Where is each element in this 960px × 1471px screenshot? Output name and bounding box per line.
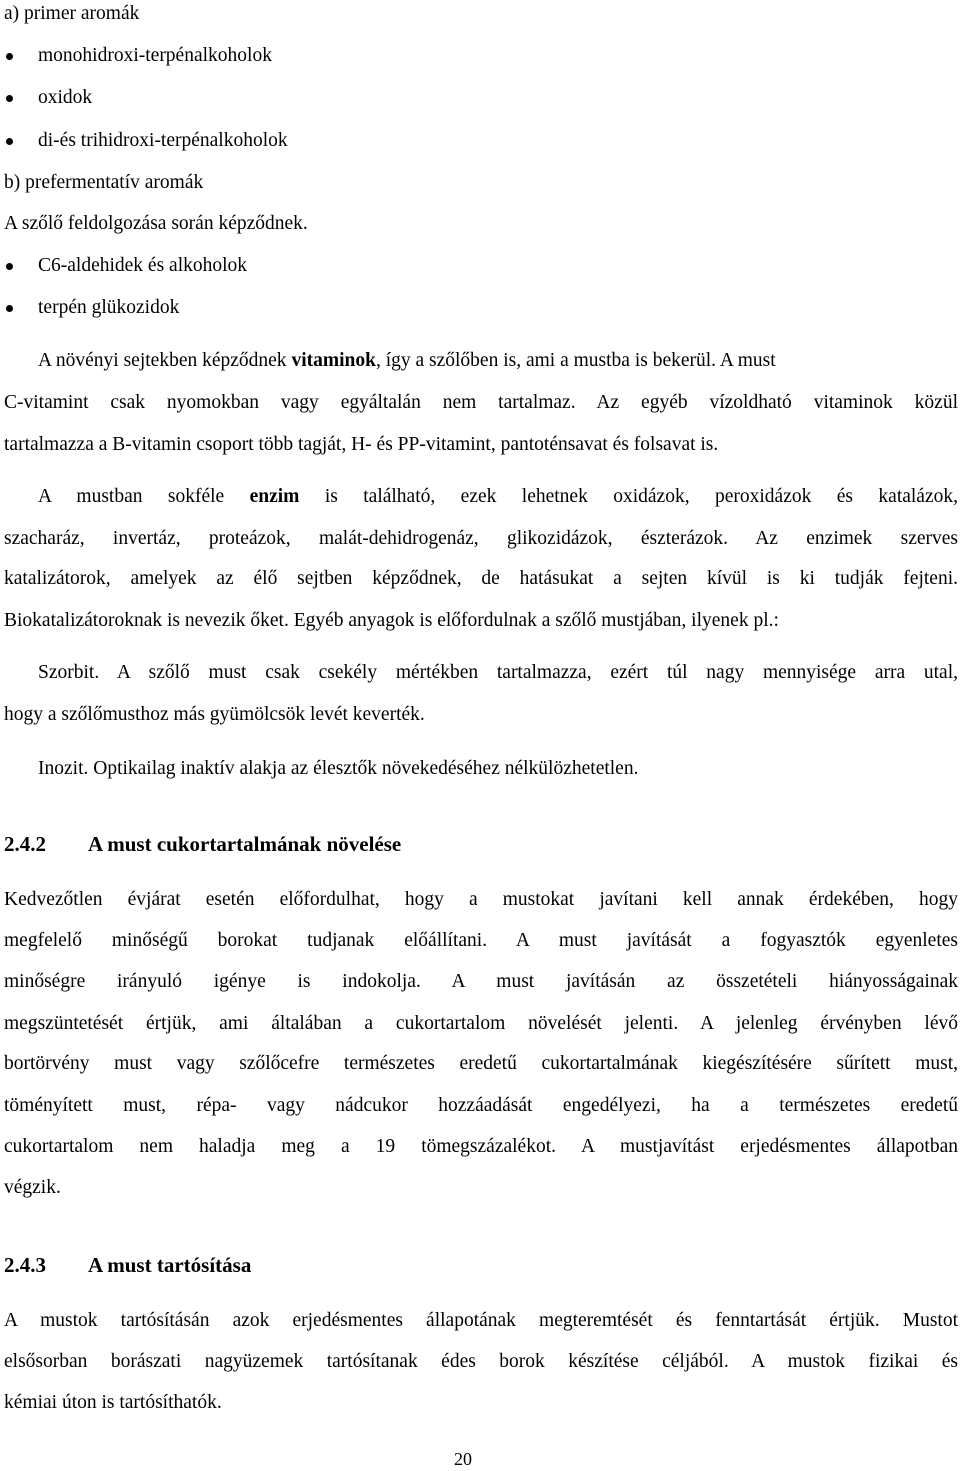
sorbit-paragraph-line-2: hogy a szőlőmusthoz más gyümölcsök levét keverték.	[4, 704, 425, 725]
bullet-icon	[6, 305, 13, 312]
section-2-4-2-line: cukortartalom nem haladja meg a 19 tömegszázalékot. A mustjavítást erjedésmentes állapotban	[4, 1136, 958, 1157]
section-number: 2.4.3	[4, 1253, 46, 1277]
section-number: 2.4.2	[4, 832, 46, 856]
enzyme-paragraph-line-4: Biokatalizátoroknak is nevezik őket. Egyéb anyagok is előfordulnak a szőlő mustjában, ilyenek pl.:	[4, 610, 779, 631]
bullet-icon	[6, 95, 13, 102]
section-2-4-2-line: végzik.	[4, 1177, 61, 1198]
list-heading-prefermentative-aromas: b) prefermentatív aromák	[4, 172, 204, 193]
bullet-icon	[6, 263, 13, 270]
section-title: A must cukortartalmának növelése	[88, 832, 402, 856]
list-item: oxidok	[38, 87, 93, 108]
section-2-4-2-line: bortörvény must vagy szőlőcefre természetes eredetű cukortartalmának kiegészítésére sűrített must,	[4, 1053, 958, 1074]
keyword-vitaminok: vitaminok	[291, 350, 376, 371]
page-number: 20	[454, 1449, 472, 1469]
section-heading-2-4-2	[4, 831, 401, 857]
vitamin-paragraph-line-1: A növényi sejtekben képződnek vitaminok, így a szőlőben is, ami a mustba is bekerül. A must	[38, 350, 776, 371]
keyword-enzim: enzim	[249, 486, 300, 507]
section-2-4-2-line: minőségre irányuló igénye is indokolja. A must javításán az összetételi hiányosságainak	[4, 971, 958, 992]
bullet-icon	[6, 53, 13, 60]
list-item: C6-aldehidek és alkoholok	[38, 255, 248, 276]
bullet-icon	[6, 138, 13, 145]
vitamin-paragraph-line-3: tartalmazza a B-vitamin csoport több tagját, H- és PP-vitamint, pantoténsavat és folsavat is.	[4, 434, 719, 455]
list-intro-text: A szőlő feldolgozása során képződnek.	[4, 213, 308, 234]
enzyme-paragraph-line-3: katalizátorok, amelyek az élő sejtben képződnek, de hatásukat a sejten kívül is ki tudják fejteni.	[4, 568, 958, 589]
list-item: monohidroxi-terpénalkoholok	[38, 45, 272, 66]
section-2-4-3-line: A mustok tartósításán azok erjedésmentes állapotának megteremtését és fenntartását értjük. Mustot	[4, 1310, 958, 1331]
section-2-4-3-line: kémiai úton is tartósíthatók.	[4, 1392, 222, 1413]
sorbit-paragraph-line-1: Szorbit. A szőlő must csak csekély mértékben tartalmazza, ezért túl nagy mennyisége arra utal,	[38, 662, 958, 683]
list-item: di-és trihidroxi-terpénalkoholok	[38, 130, 288, 151]
section-2-4-2-line: megszüntetését értjük, ami általában a cukortartalom növelését jelenti. A jelenleg érvényben lévő	[4, 1013, 958, 1034]
list-item: terpén glükozidok	[38, 297, 180, 318]
list-heading-primary-aromas: a) primer aromák	[4, 3, 140, 24]
section-2-4-2-line: megfelelő minőségű borokat tudjanak előállítani. A must javítását a fogyasztók egyenletes	[4, 930, 958, 951]
section-2-4-2-line: Kedvezőtlen évjárat esetén előfordulhat, hogy a mustokat javítani kell annak érdekében, hogy	[4, 889, 958, 910]
inozit-paragraph: Inozit. Optikailag inaktív alakja az élesztők növekedéséhez nélkülözhetetlen.	[38, 758, 639, 779]
enzyme-paragraph-line-2: szacharáz, invertáz, proteázok, malát-dehidrogenáz, glikozidázok, észterázok. Az enzimek szerves	[4, 528, 958, 549]
section-2-4-2-line: töményített must, répa- vagy nádcukor hozzáadását engedélyezi, ha a természetes eredetű	[4, 1095, 958, 1116]
section-title: A must tartósítása	[88, 1253, 252, 1277]
section-2-4-3-line: elsősorban borászati nagyüzemek tartósítanak édes borok készítése céljából. A mustok fizikai és	[4, 1351, 958, 1372]
vitamin-paragraph-line-2: C-vitamint csak nyomokban vagy egyáltalán nem tartalmaz. Az egyéb vízoldható vitaminok közül	[4, 392, 958, 413]
section-heading-2-4-3	[4, 1252, 251, 1278]
enzyme-paragraph-line-1: A mustban sokféle enzim is található, ezek lehetnek oxidázok, peroxidázok és katalázok,	[38, 486, 958, 507]
